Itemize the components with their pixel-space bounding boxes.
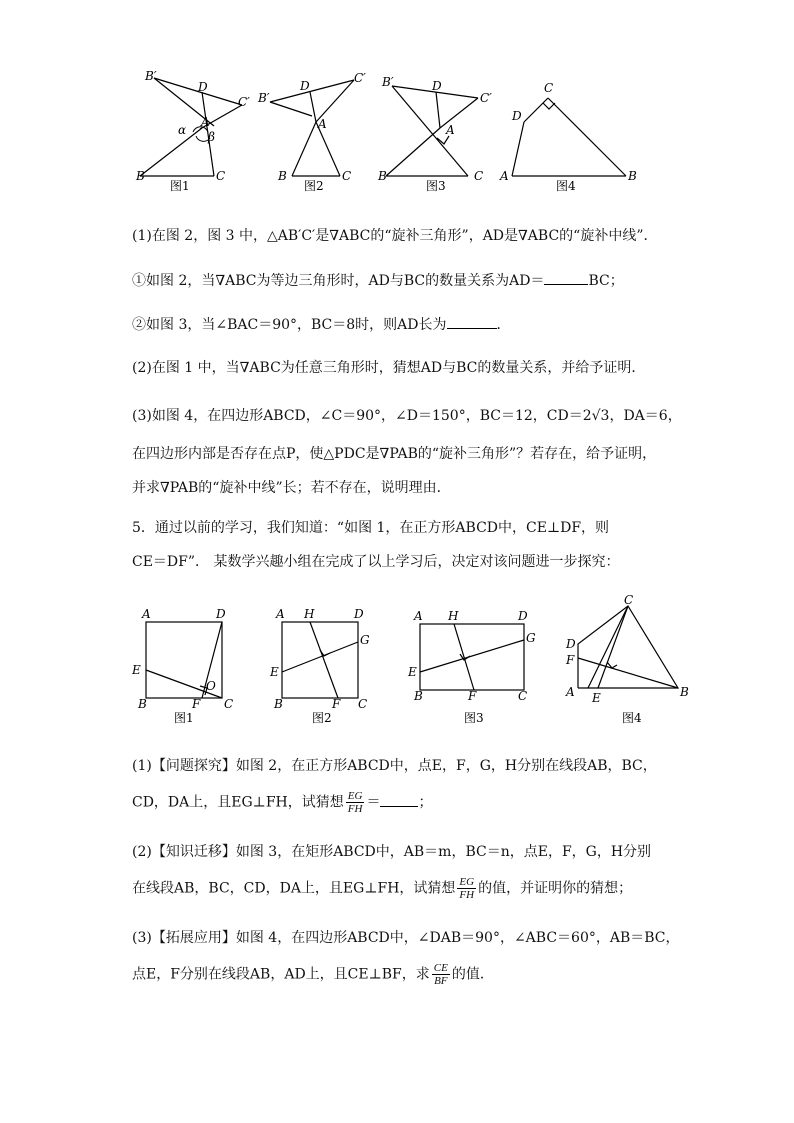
label: B [414,689,423,703]
top-figure-4 [498,66,648,198]
label: A [566,685,575,699]
label: C [474,169,484,183]
label: A [276,607,285,621]
fraction-denominator: FH [459,889,475,901]
label: C′ [238,95,250,109]
q5-part2-line2 [132,876,632,901]
q4-part3-line1: (3)如图 4，在四边形ABCD，∠C＝90°，∠D＝150°，BC＝12，CD＝2√3，DA＝6， [132,408,682,424]
label: D [432,79,442,93]
caption: 图3 [426,179,446,193]
label: B [680,685,689,699]
label: A [500,169,509,183]
q4-part2: (2)在图 1 中，当∇ABC为任意三角形时，猜想AD与BC的数量关系，并给予证明． [132,360,646,376]
q5-part2-line1: (2)【知识迁移】如图 3，在矩形ABCD中，AB＝m，BC＝n，点E，F，G，H分别 [132,844,652,860]
q5-figure-4 [560,593,696,725]
caption: 图2 [312,711,332,725]
caption: 图4 [556,179,576,193]
label: B′ [145,69,157,83]
label: F [192,697,201,711]
fraction-denominator: BF [434,975,448,987]
label: F [566,653,575,667]
label: C [342,169,352,183]
top-figure-3 [374,66,504,198]
q5-intro-line2: CE＝DF”． 某数学兴趣小组在完成了以上学习后，决定对该问题进一步探究： [132,554,620,570]
q5-part3-text: 点E，F分别在线段AB，AD上，且CE⊥BF，求 [132,966,430,983]
q5-part3-line1: (3)【拓展应用】如图 4，在四边形ABCD中，∠DAB＝90°，∠ABC＝60°，AB＝BC， [132,930,680,946]
caption: 图2 [304,179,324,193]
label: B [136,169,145,183]
caption: 图4 [622,711,642,725]
answer-blank[interactable] [447,314,497,329]
label: E [408,665,417,679]
fraction-numerator: EG [347,790,363,802]
label: D [566,637,576,651]
q4-part1-b-text: ②如图 3，当∠BAC＝90°，BC＝8时，则AD长为 [132,317,447,333]
label: H [448,609,459,623]
label: B [138,697,147,711]
answer-blank[interactable] [544,270,588,285]
label: C [518,689,528,703]
label: E [132,663,141,677]
label: C [624,593,634,607]
label: D [518,609,528,623]
q5-part3-line2 [132,962,494,987]
label: A [414,609,423,623]
q5-intro-line1: 5．通过以前的学习，我们知道：“如图 1，在正方形ABCD中，CE⊥DF，则 [132,520,610,536]
q4-part1-intro: (1)在图 2，图 3 中，△AB′C′是∇ABC的“旋补三角形”，AD是∇ABC的“旋补中线”． [132,228,658,244]
caption: 图3 [464,711,484,725]
q4-part3-line2: 在四边形内部是否存在点P，使△PDC是∇PAB的“旋补三角形”？若存在，给予证明， [132,446,657,462]
caption: 图1 [170,179,190,193]
label: G [526,631,536,645]
label: B′ [382,75,394,89]
q5-figure-2 [266,604,376,724]
label: B [628,169,637,183]
answer-blank[interactable] [380,792,418,807]
label: A [201,115,210,129]
q4-part1-b-tail: ． [496,317,511,333]
fraction [346,790,365,815]
top-figure-2 [254,66,384,198]
label: E [270,665,279,679]
label: D [354,607,364,621]
label: B [274,697,283,711]
label: D [198,80,208,94]
q4-part1-a-text: ①如图 2，当∇ABC为等边三角形时，AD与BC的数量关系为AD＝ [132,273,545,289]
q5-figure-1 [130,604,240,724]
label: G [360,633,370,647]
label: C [224,697,234,711]
label: C [544,81,554,95]
q5-part1-tail: ； [418,794,433,811]
q4-part3-line3: 并求∇PAB的“旋补中线”长；若不存在，说明理由． [132,480,451,496]
label: A [142,607,151,621]
label: E [592,691,601,705]
q5-part2-tail: 的值，并证明你的猜想； [478,880,633,897]
fraction-numerator: CE [433,962,448,974]
q5-part3-tail: 的值． [451,966,494,983]
label: A [318,117,327,131]
fraction-denominator: FH [347,803,363,815]
label: F [468,689,477,703]
caption: 图1 [174,711,194,725]
q5-part2-text: 在线段AB，BC，CD，DA上，且EG⊥FH，试猜想 [132,880,456,897]
q5-figure-3 [406,604,542,724]
label: F [332,697,341,711]
label: B [378,169,387,183]
q4-part1-a-tail: BC； [588,273,624,289]
label: C′ [354,71,366,85]
fraction [432,962,450,987]
label: C′ [480,91,492,105]
label: D [216,607,226,621]
label: A [446,123,455,137]
label: β [208,130,215,144]
label: O [206,679,216,693]
label: H [304,607,315,621]
label: C [358,697,368,711]
q4-part1-b [132,314,511,335]
label: α [178,123,187,137]
q4-part1-a [132,270,624,291]
label: D [300,79,310,93]
label: C [216,169,226,183]
fraction [457,876,476,901]
q5-part1-text: CD，DA上，且EG⊥FH，试猜想 [132,794,344,811]
label: B [278,169,287,183]
q5-part1-line1: (1)【问题探究】如图 2，在正方形ABCD中，点E，F，G，H分别在线段AB，BC， [132,758,657,774]
q5-part1-equals: ＝ [366,794,381,811]
q5-part1-line2 [132,790,432,815]
fraction-numerator: EG [459,876,475,888]
top-figure-1 [130,66,260,198]
label: B′ [258,91,270,105]
label: D [512,109,522,123]
